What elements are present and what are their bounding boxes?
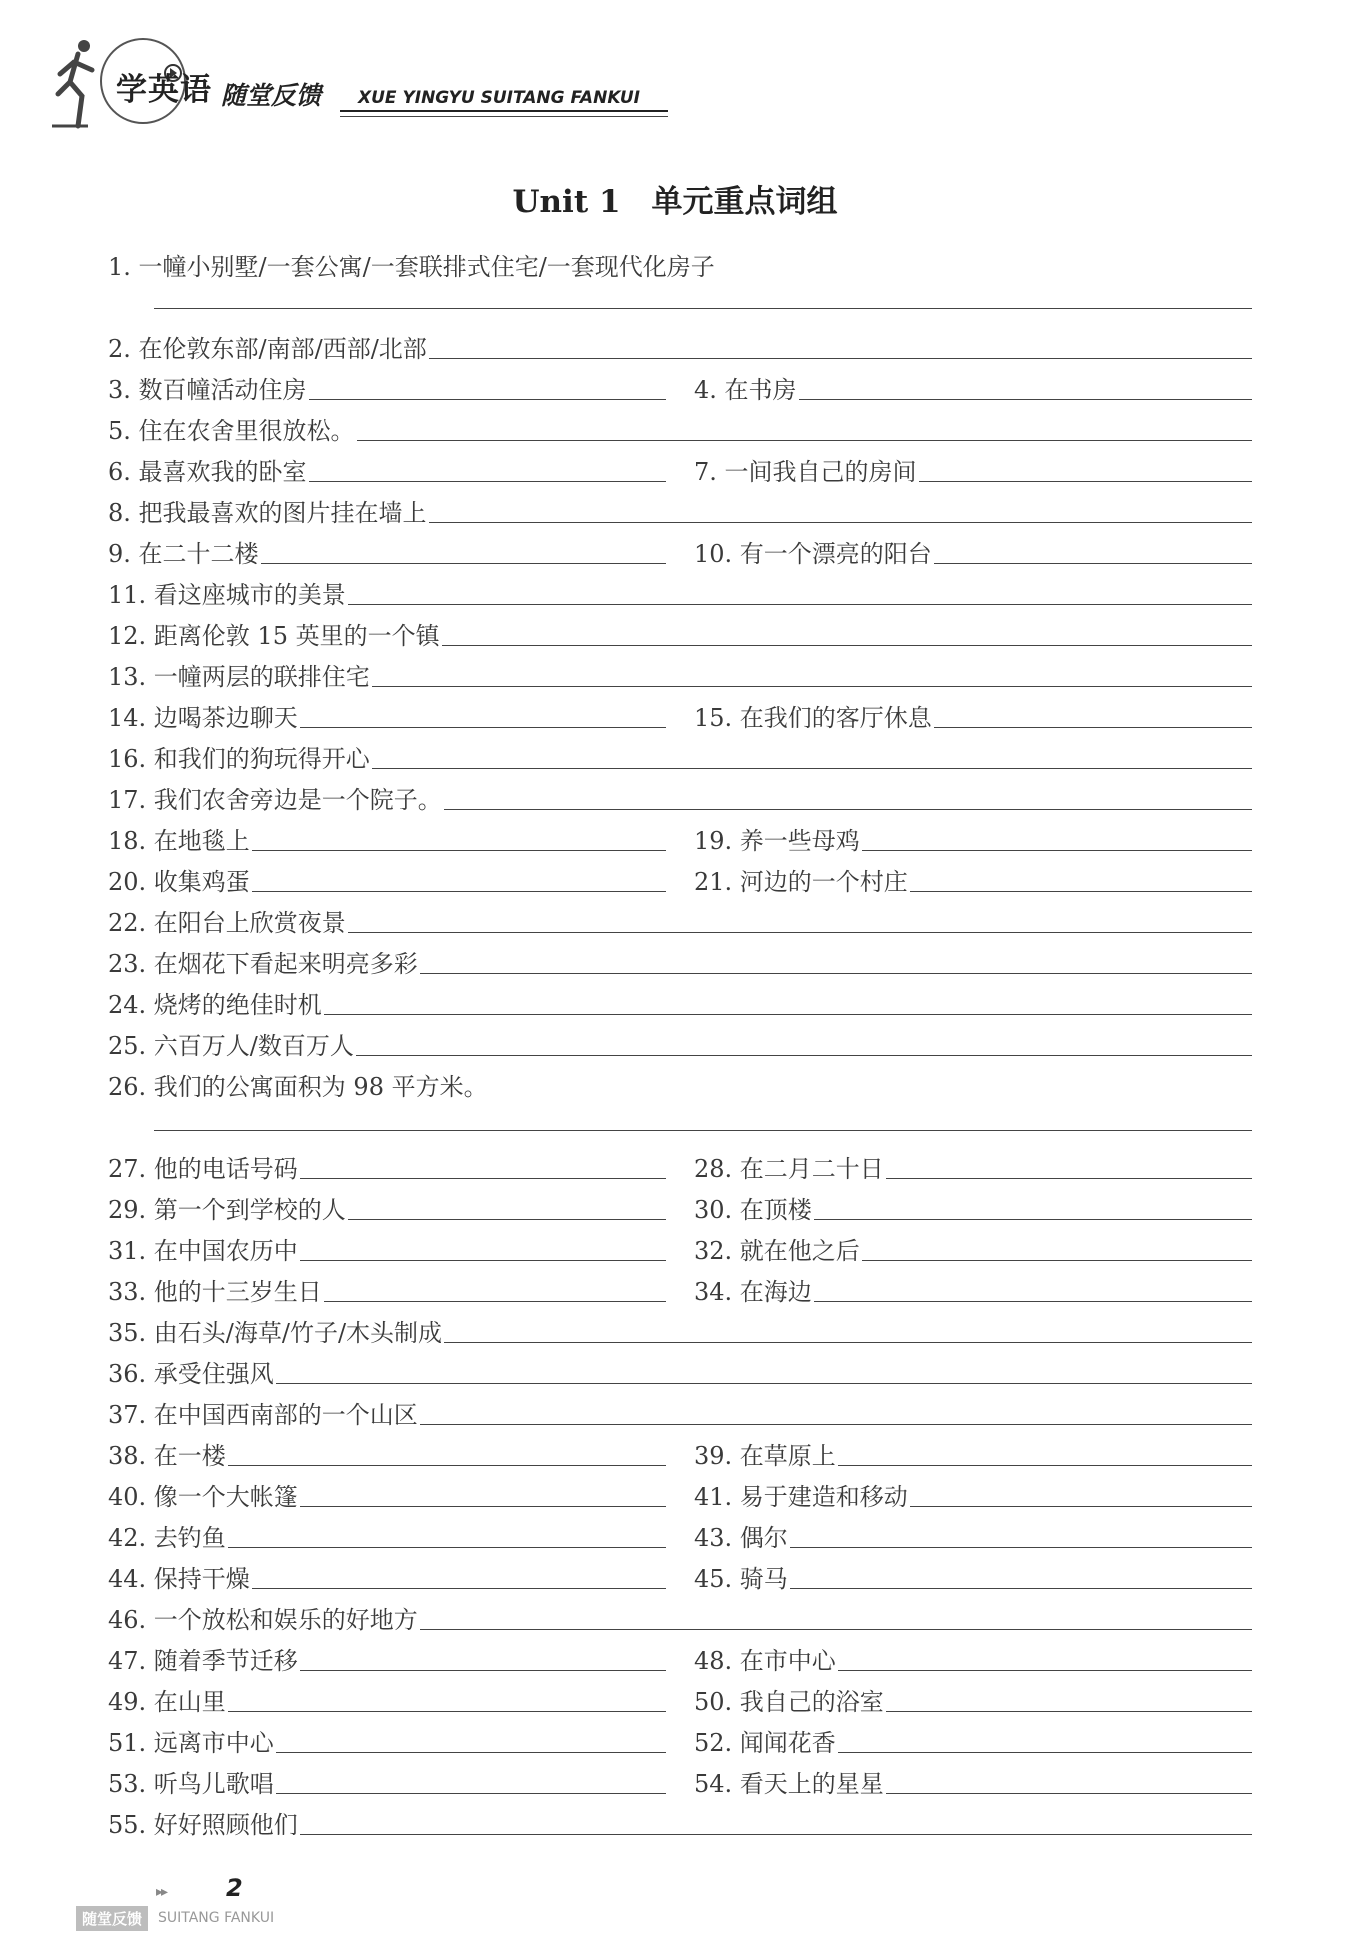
answer-line[interactable] bbox=[838, 1646, 1252, 1671]
answer-line[interactable] bbox=[429, 498, 1252, 523]
answer-line[interactable] bbox=[838, 1728, 1252, 1753]
phrase-label: 41. 易于建造和移动 bbox=[694, 1483, 908, 1511]
phrase-label: 4. 在书房 bbox=[694, 376, 797, 404]
answer-line[interactable] bbox=[420, 1605, 1252, 1630]
phrase-item bbox=[694, 1435, 1252, 1471]
page-header bbox=[48, 30, 668, 130]
phrase-item bbox=[108, 1271, 666, 1307]
answer-line[interactable] bbox=[261, 539, 666, 564]
phrase-label: 8. 把我最喜欢的图片挂在墙上 bbox=[108, 499, 427, 527]
phrase-item bbox=[108, 1640, 666, 1676]
phrase-item bbox=[694, 1722, 1252, 1758]
header-divider-thin bbox=[340, 116, 668, 117]
footer-pinyin: SUITANG FANKUI bbox=[158, 1910, 275, 1926]
phrase-item bbox=[694, 1271, 1252, 1307]
phrase-item bbox=[108, 1230, 666, 1266]
phrase-label: 27. 他的电话号码 bbox=[108, 1155, 298, 1183]
phrase-item bbox=[108, 615, 1252, 651]
phrase-label: 40. 像一个大帐篷 bbox=[108, 1483, 298, 1511]
answer-line[interactable] bbox=[442, 621, 1252, 646]
answer-line[interactable] bbox=[228, 1441, 666, 1466]
answer-line[interactable] bbox=[934, 703, 1252, 728]
arrow-icon: ▸▸ bbox=[156, 1884, 167, 1900]
phrase-item bbox=[108, 1148, 666, 1184]
phrase-item bbox=[694, 533, 1252, 569]
phrase-item bbox=[108, 1517, 666, 1553]
phrase-label: 37. 在中国西南部的一个山区 bbox=[108, 1401, 418, 1429]
answer-line[interactable] bbox=[886, 1687, 1252, 1712]
phrase-item bbox=[694, 1476, 1252, 1512]
answer-line[interactable] bbox=[300, 1236, 666, 1261]
answer-line[interactable] bbox=[372, 744, 1252, 769]
brand-subtitle: 随堂反馈 bbox=[221, 81, 322, 110]
phrase-item bbox=[108, 1025, 1252, 1061]
phrase-label: 11. 看这座城市的美景 bbox=[108, 581, 346, 609]
phrase-label: 15. 在我们的客厅休息 bbox=[694, 704, 932, 732]
answer-line[interactable] bbox=[348, 580, 1252, 605]
answer-line[interactable] bbox=[372, 662, 1252, 687]
phrase-label: 3. 数百幢活动住房 bbox=[108, 376, 307, 404]
phrase-item bbox=[108, 1189, 666, 1225]
phrase-label: 42. 去钓鱼 bbox=[108, 1524, 226, 1552]
footer-tag: 随堂反馈 bbox=[76, 1906, 148, 1931]
phrase-item bbox=[108, 451, 666, 487]
phrase-item bbox=[694, 1558, 1252, 1594]
answer-line[interactable] bbox=[348, 908, 1252, 933]
phrase-item bbox=[108, 533, 666, 569]
phrase-item bbox=[108, 1394, 1252, 1430]
phrase-label: 28. 在二月二十日 bbox=[694, 1155, 884, 1183]
phrase-item bbox=[108, 1681, 666, 1717]
phrase-item bbox=[108, 246, 1252, 282]
phrase-item bbox=[108, 984, 1252, 1020]
phrase-label: 32. 就在他之后 bbox=[694, 1237, 860, 1265]
answer-line[interactable] bbox=[357, 416, 1252, 441]
phrase-item bbox=[694, 1189, 1252, 1225]
phrase-label: 31. 在中国农历中 bbox=[108, 1237, 298, 1265]
phrase-item bbox=[694, 861, 1252, 897]
answer-line[interactable] bbox=[252, 1564, 666, 1589]
phrase-label: 53. 听鸟儿歌唱 bbox=[108, 1770, 274, 1798]
phrase-label: 45. 骑马 bbox=[694, 1565, 788, 1593]
phrase-label: 24. 烧烤的绝佳时机 bbox=[108, 991, 322, 1019]
phrase-label: 14. 边喝茶边聊天 bbox=[108, 704, 298, 732]
answer-line[interactable] bbox=[444, 1318, 1252, 1343]
phrase-label: 1. 一幢小别墅/一套公寓/一套联排式住宅/一套现代化房子 bbox=[108, 253, 715, 281]
phrase-item bbox=[108, 1066, 1252, 1102]
answer-line[interactable] bbox=[444, 785, 1252, 810]
phrase-label: 39. 在草原上 bbox=[694, 1442, 836, 1470]
phrase-item bbox=[108, 1558, 666, 1594]
phrase-item bbox=[694, 451, 1252, 487]
phrase-item bbox=[694, 820, 1252, 856]
answer-line[interactable] bbox=[910, 867, 1252, 892]
answer-line[interactable] bbox=[814, 1195, 1252, 1220]
phrase-label: 19. 养一些母鸡 bbox=[694, 827, 860, 855]
phrase-item bbox=[108, 902, 1252, 938]
phrase-label: 29. 第一个到学校的人 bbox=[108, 1196, 346, 1224]
answer-line[interactable] bbox=[420, 1400, 1252, 1425]
phrase-label: 38. 在一楼 bbox=[108, 1442, 226, 1470]
phrase-label: 50. 我自己的浴室 bbox=[694, 1688, 884, 1716]
answer-line[interactable] bbox=[154, 1130, 1252, 1131]
phrase-label: 48. 在市中心 bbox=[694, 1647, 836, 1675]
phrase-label: 2. 在伦敦东部/南部/西部/北部 bbox=[108, 335, 427, 363]
page-footer bbox=[76, 1874, 316, 1934]
phrase-label: 26. 我们的公寓面积为 98 平方米。 bbox=[108, 1073, 488, 1101]
phrase-item bbox=[108, 1476, 666, 1512]
phrase-label: 7. 一间我自己的房间 bbox=[694, 458, 917, 486]
page-title: Unit 1 单元重点词组 bbox=[512, 184, 838, 220]
answer-line[interactable] bbox=[154, 308, 1252, 309]
phrase-item bbox=[108, 1435, 666, 1471]
answer-line[interactable] bbox=[300, 1482, 666, 1507]
phrase-item bbox=[694, 697, 1252, 733]
answer-line[interactable] bbox=[324, 1277, 666, 1302]
phrase-item bbox=[694, 1148, 1252, 1184]
phrase-label: 13. 一幢两层的联排住宅 bbox=[108, 663, 370, 691]
phrase-label: 16. 和我们的狗玩得开心 bbox=[108, 745, 370, 773]
phrase-item bbox=[108, 369, 666, 405]
answer-line[interactable] bbox=[276, 1359, 1252, 1384]
phrase-item bbox=[108, 492, 1252, 528]
brand-title: 学英语 bbox=[116, 72, 212, 108]
answer-line[interactable] bbox=[886, 1154, 1252, 1179]
phrase-item bbox=[108, 861, 666, 897]
answer-line[interactable] bbox=[799, 375, 1252, 400]
answer-line[interactable] bbox=[228, 1523, 666, 1548]
phrase-label: 10. 有一个漂亮的阳台 bbox=[694, 540, 932, 568]
phrase-item bbox=[694, 1763, 1252, 1799]
answer-line[interactable] bbox=[910, 1482, 1252, 1507]
phrase-label: 9. 在二十二楼 bbox=[108, 540, 259, 568]
phrase-label: 25. 六百万人/数百万人 bbox=[108, 1032, 354, 1060]
phrase-label: 21. 河边的一个村庄 bbox=[694, 868, 908, 896]
phrase-label: 36. 承受住强风 bbox=[108, 1360, 274, 1388]
phrase-label: 22. 在阳台上欣赏夜景 bbox=[108, 909, 346, 937]
phrase-label: 55. 好好照顾他们 bbox=[108, 1811, 298, 1839]
answer-line[interactable] bbox=[228, 1687, 666, 1712]
phrase-label: 44. 保持干燥 bbox=[108, 1565, 250, 1593]
phrase-item bbox=[694, 1640, 1252, 1676]
phrase-label: 23. 在烟花下看起来明亮多彩 bbox=[108, 950, 418, 978]
phrase-label: 17. 我们农舍旁边是一个院子。 bbox=[108, 786, 442, 814]
answer-line[interactable] bbox=[300, 1810, 1252, 1835]
page-number: 2 bbox=[226, 1874, 243, 1902]
answer-line[interactable] bbox=[348, 1195, 666, 1220]
phrase-label: 30. 在顶楼 bbox=[694, 1196, 812, 1224]
phrase-label: 46. 一个放松和娱乐的好地方 bbox=[108, 1606, 418, 1634]
phrase-label: 33. 他的十三岁生日 bbox=[108, 1278, 322, 1306]
answer-line[interactable] bbox=[814, 1277, 1252, 1302]
answer-line[interactable] bbox=[862, 826, 1252, 851]
answer-line[interactable] bbox=[276, 1769, 666, 1794]
answer-line[interactable] bbox=[324, 990, 1252, 1015]
phrase-item bbox=[108, 738, 1252, 774]
phrase-label: 51. 远离市中心 bbox=[108, 1729, 274, 1757]
header-divider bbox=[340, 110, 668, 112]
phrase-label: 12. 距离伦敦 15 英里的一个镇 bbox=[108, 622, 440, 650]
answer-line[interactable] bbox=[300, 1154, 666, 1179]
answer-line[interactable] bbox=[309, 457, 666, 482]
phrase-item bbox=[108, 1353, 1252, 1389]
phrase-item bbox=[694, 1681, 1252, 1717]
phrase-item bbox=[108, 1763, 666, 1799]
phrase-item bbox=[108, 1599, 1252, 1635]
phrase-item bbox=[108, 410, 1252, 446]
answer-line[interactable] bbox=[300, 703, 666, 728]
phrase-item bbox=[108, 574, 1252, 610]
brand-pinyin: XUE YINGYU SUITANG FANKUI bbox=[358, 88, 641, 108]
answer-line[interactable] bbox=[276, 1728, 666, 1753]
phrase-item bbox=[108, 943, 1252, 979]
answer-line[interactable] bbox=[790, 1564, 1252, 1589]
answer-line[interactable] bbox=[790, 1523, 1252, 1548]
phrase-item bbox=[108, 1312, 1252, 1348]
phrase-item bbox=[694, 369, 1252, 405]
answer-line[interactable] bbox=[252, 826, 666, 851]
answer-line[interactable] bbox=[252, 867, 666, 892]
phrase-item bbox=[108, 1722, 666, 1758]
phrase-item bbox=[108, 328, 1252, 364]
answer-line[interactable] bbox=[862, 1236, 1252, 1261]
phrase-label: 18. 在地毯上 bbox=[108, 827, 250, 855]
answer-line[interactable] bbox=[838, 1441, 1252, 1466]
phrase-label: 6. 最喜欢我的卧室 bbox=[108, 458, 307, 486]
answer-line[interactable] bbox=[309, 375, 666, 400]
phrase-label: 35. 由石头/海草/竹子/木头制成 bbox=[108, 1319, 443, 1347]
phrase-item bbox=[694, 1517, 1252, 1553]
phrase-item bbox=[694, 1230, 1252, 1266]
phrase-label: 5. 住在农舍里很放松。 bbox=[108, 417, 355, 445]
phrase-item bbox=[108, 1804, 1252, 1840]
answer-line[interactable] bbox=[420, 949, 1252, 974]
phrase-label: 54. 看天上的星星 bbox=[694, 1770, 884, 1798]
answer-line[interactable] bbox=[919, 457, 1252, 482]
phrase-label: 20. 收集鸡蛋 bbox=[108, 868, 250, 896]
answer-line[interactable] bbox=[300, 1646, 666, 1671]
phrase-item bbox=[108, 697, 666, 733]
phrase-label: 34. 在海边 bbox=[694, 1278, 812, 1306]
answer-line[interactable] bbox=[886, 1769, 1252, 1794]
answer-line[interactable] bbox=[356, 1031, 1252, 1056]
phrase-item bbox=[108, 820, 666, 856]
phrase-item bbox=[108, 779, 1252, 815]
answer-line[interactable] bbox=[429, 334, 1252, 359]
phrase-label: 49. 在山里 bbox=[108, 1688, 226, 1716]
phrase-label: 43. 偶尔 bbox=[694, 1524, 788, 1552]
answer-line[interactable] bbox=[934, 539, 1252, 564]
phrase-label: 47. 随着季节迁移 bbox=[108, 1647, 298, 1675]
phrase-item bbox=[108, 656, 1252, 692]
phrase-label: 52. 闻闻花香 bbox=[694, 1729, 836, 1757]
